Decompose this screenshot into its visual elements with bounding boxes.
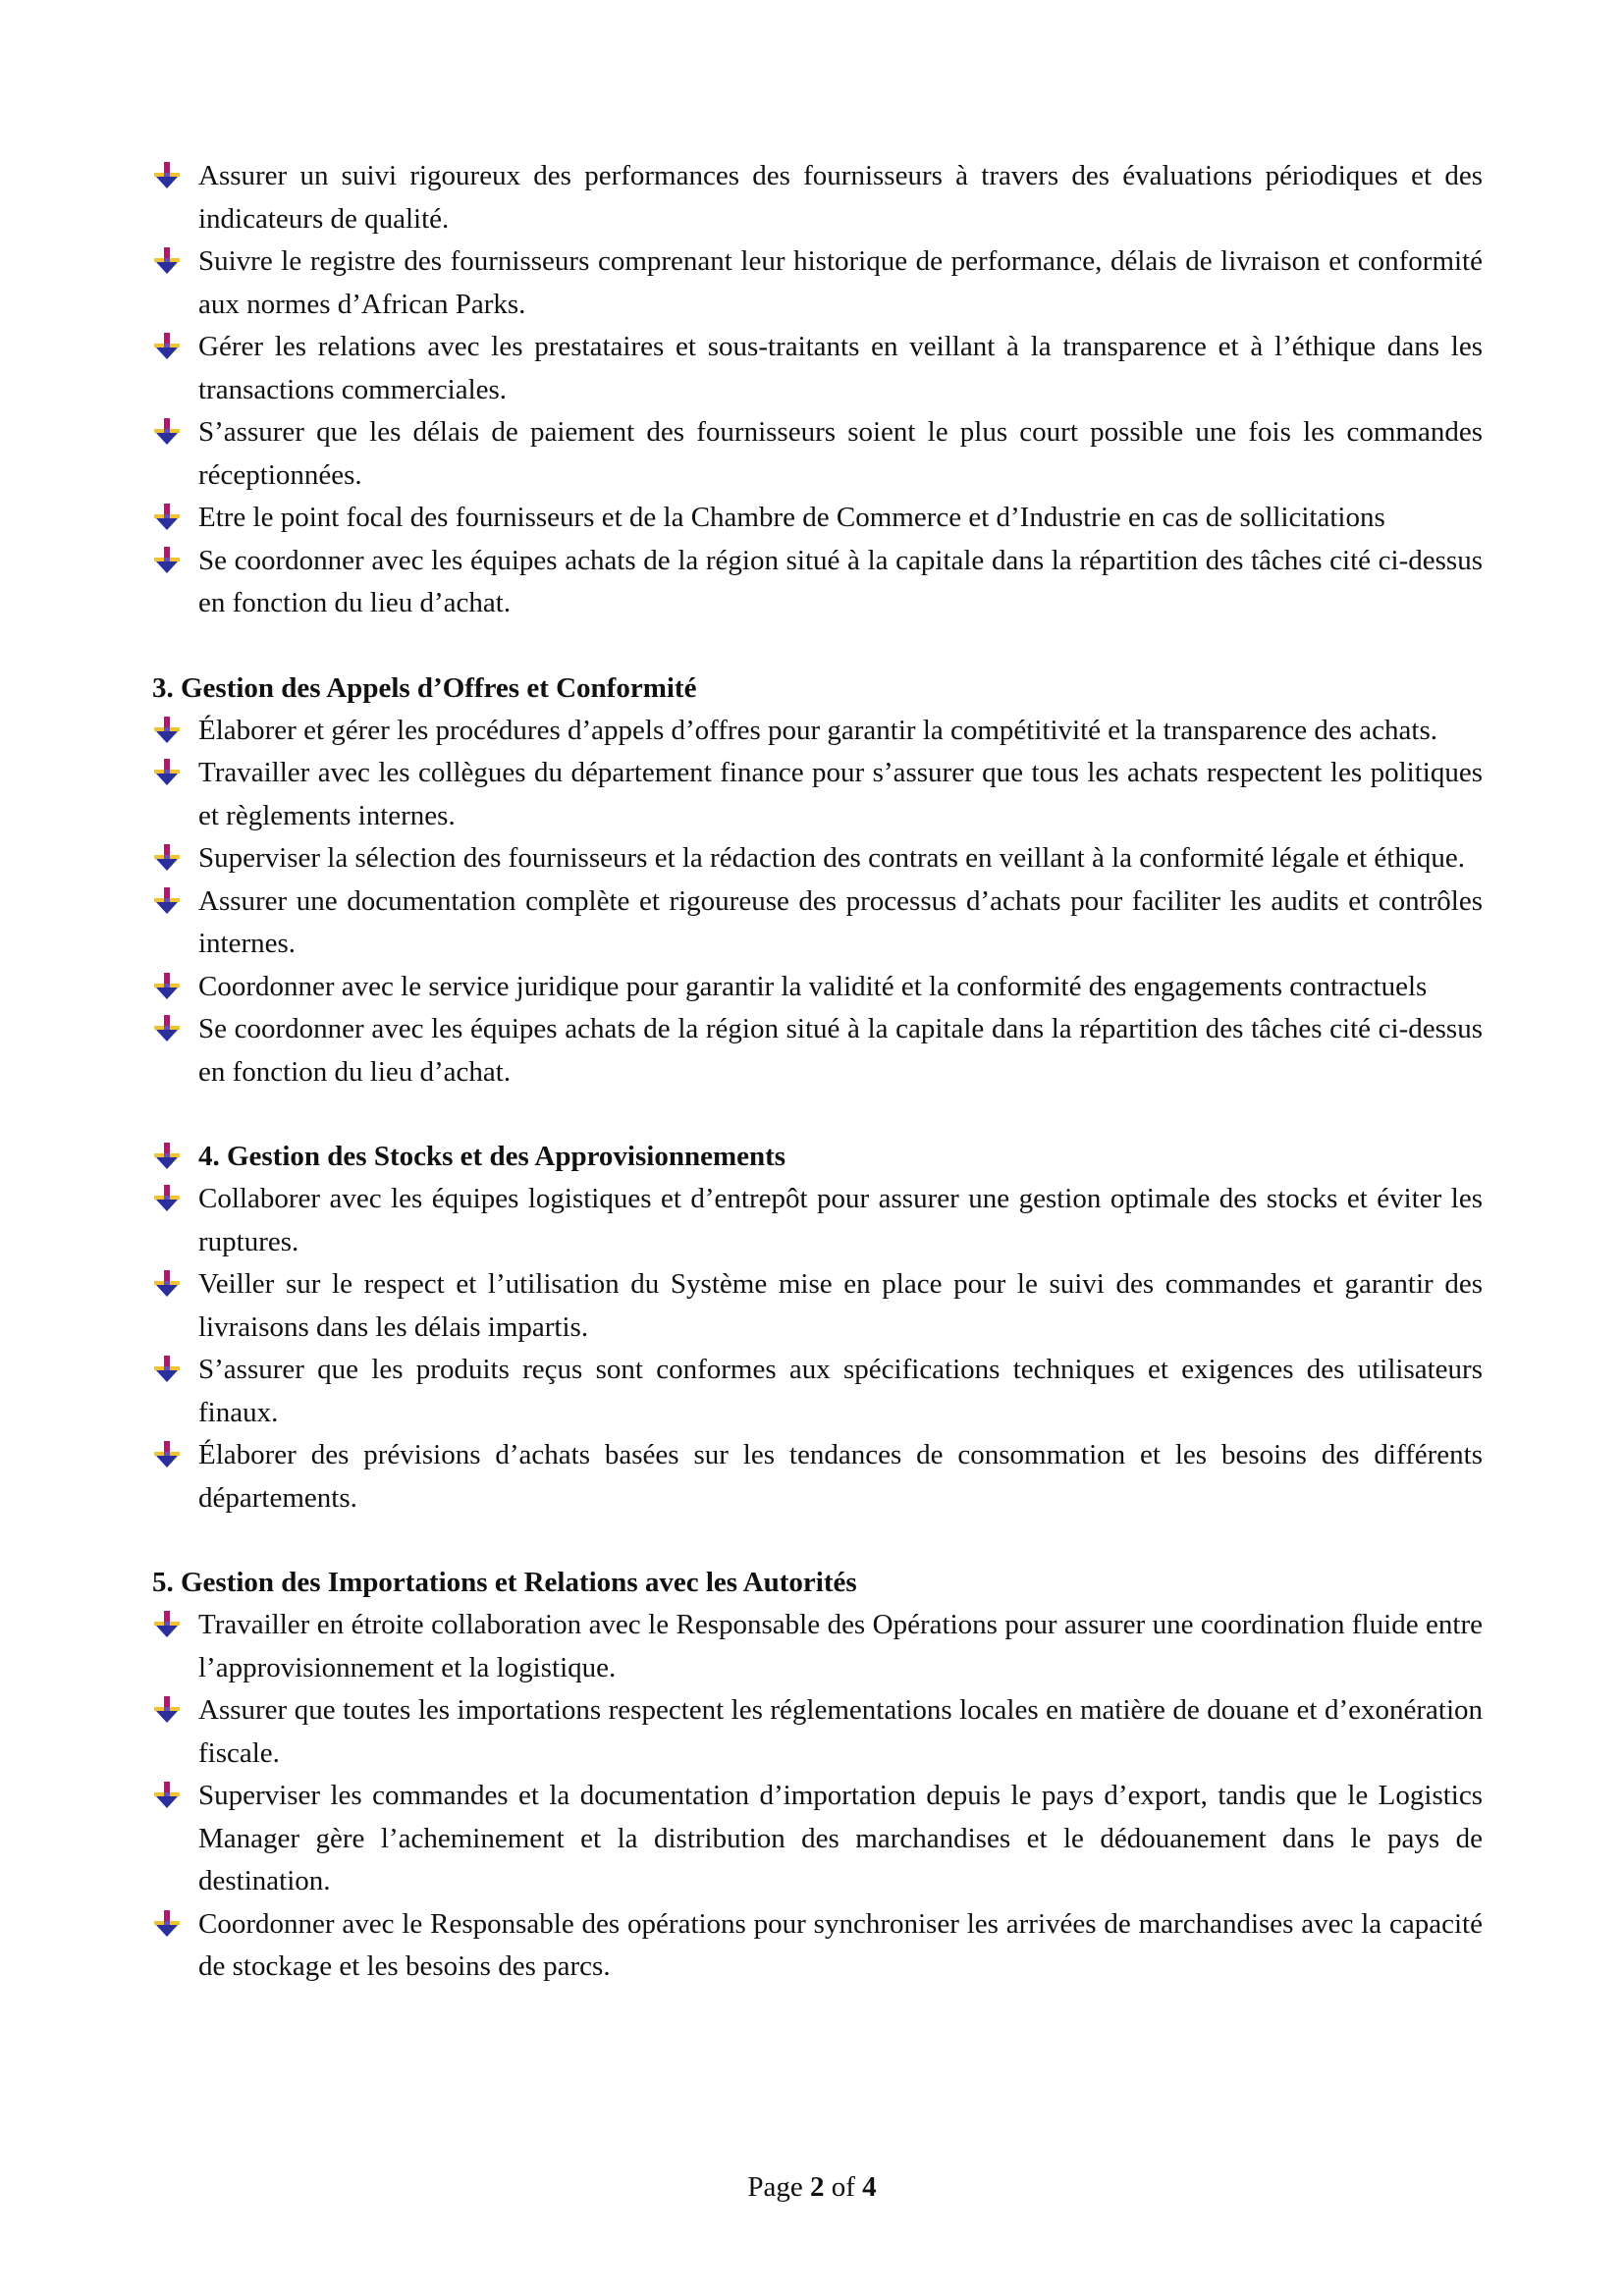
down-arrow-bullet-icon	[152, 844, 182, 872]
section-heading	[152, 1562, 1483, 1604]
section-2	[152, 1136, 1483, 1520]
list-item	[152, 1689, 1483, 1775]
list-item-text: Gérer les relations avec les prestataires et sous-traitants en veillant à la transparence et à l’éthique dans les transactions commerciales.	[198, 331, 1483, 405]
list-item-text: Superviser les commandes et la documentation d’importation depuis le pays d’export, tandis que le Logistics Manager gère l’acheminement et la distribution des marchandises et le dédouanement dans le pays de destination.	[198, 1780, 1483, 1896]
list-item	[152, 155, 1483, 240]
list-item-text: S’assurer que les produits reçus sont conformes aux spécifications techniques et exigences des utilisateurs finaux.	[198, 1354, 1483, 1428]
down-arrow-bullet-icon	[152, 1270, 182, 1298]
list-item	[152, 837, 1483, 881]
list-item	[152, 1008, 1483, 1094]
down-arrow-bullet-icon	[152, 887, 182, 915]
list-item	[152, 1604, 1483, 1689]
list-item	[152, 966, 1483, 1009]
list-item	[152, 752, 1483, 837]
down-arrow-bullet-icon	[152, 1356, 182, 1383]
down-arrow-bullet-icon	[152, 547, 182, 574]
section-heading-text: 4. Gestion des Stocks et des Approvisionnements	[198, 1141, 786, 1172]
list-item-text: Se coordonner avec les équipes achats de la région situé à la capitale dans la répartition des tâches cité ci-dessus en fonction du lieu d’achat.	[198, 1013, 1483, 1088]
list-item-text: Élaborer des prévisions d’achats basées sur les tendances de consommation et les besoins des différents départements.	[198, 1439, 1483, 1514]
list-item	[152, 1434, 1483, 1520]
section-0	[152, 155, 1483, 625]
list-item-text: Superviser la sélection des fournisseurs et la rédaction des contrats en veillant à la conformité légale et éthique.	[198, 842, 1466, 874]
down-arrow-bullet-icon	[152, 1143, 182, 1170]
list-item	[152, 1178, 1483, 1263]
down-arrow-bullet-icon	[152, 1185, 182, 1212]
list-item	[152, 540, 1483, 625]
list-item-text: Assurer une documentation complète et rigoureuse des processus d’achats pour faciliter les audits et contrôles internes.	[198, 884, 1483, 959]
down-arrow-bullet-icon	[152, 247, 182, 275]
list-item	[152, 710, 1483, 753]
document-page	[152, 155, 1483, 1989]
footer-of-word: of	[831, 2171, 855, 2203]
list-item	[152, 881, 1483, 966]
list-item-text: Travailler avec les collègues du département finance pour s’assurer que tous les achats respectent les politiques et règlements internes.	[198, 757, 1483, 831]
down-arrow-bullet-icon	[152, 1782, 182, 1809]
footer-page-current: 2	[809, 2171, 825, 2203]
section-heading	[152, 1136, 1483, 1178]
footer-page-total: 4	[862, 2171, 877, 2203]
list-item	[152, 240, 1483, 326]
list-item-text: Coordonner avec le Responsable des opérations pour synchroniser les arrivées de marchandises avec la capacité de stockage et les besoins des parcs.	[198, 1907, 1483, 1982]
down-arrow-bullet-icon	[152, 162, 182, 189]
list-item	[152, 411, 1483, 497]
list-item-text: Coordonner avec le service juridique pour garantir la validité et la conformité des engagements contractuels	[198, 970, 1428, 1002]
list-item-text: Suivre le registre des fournisseurs comprenant leur historique de performance, délais de livraison et conformité aux normes d’African Parks.	[198, 245, 1483, 320]
bullet-list	[152, 710, 1483, 1095]
down-arrow-bullet-icon	[152, 973, 182, 1000]
bullet-list	[152, 155, 1483, 625]
list-item-text: Assurer un suivi rigoureux des performances des fournisseurs à travers des évaluations périodiques et des indicateurs de qualité.	[198, 160, 1483, 235]
list-item-text: Etre le point focal des fournisseurs et de la Chambre de Commerce et d’Industrie en cas de sollicitations	[198, 502, 1385, 533]
list-item-text: Veiller sur le respect et l’utilisation du Système mise en place pour le suivi des commandes et garantir des livraisons dans les délais impartis.	[198, 1268, 1483, 1343]
down-arrow-bullet-icon	[152, 1015, 182, 1042]
list-item	[152, 1263, 1483, 1349]
down-arrow-bullet-icon	[152, 759, 182, 786]
list-item-text: Élaborer et gérer les procédures d’appels d’offres pour garantir la compétitivité et la transparence des achats.	[198, 714, 1438, 746]
list-item	[152, 1775, 1483, 1903]
bullet-list	[152, 1604, 1483, 1989]
list-item-text: Travailler en étroite collaboration avec le Responsable des Opérations pour assurer une coordination fluide entre l’approvisionnement et la logistique.	[198, 1609, 1483, 1683]
down-arrow-bullet-icon	[152, 1611, 182, 1638]
list-item	[152, 1903, 1483, 1989]
down-arrow-bullet-icon	[152, 717, 182, 744]
list-item-text: Assurer que toutes les importations respectent les réglementations locales en matière de douane et d’exonération fiscale.	[198, 1694, 1483, 1769]
list-item	[152, 1349, 1483, 1434]
down-arrow-bullet-icon	[152, 504, 182, 531]
section-3	[152, 1562, 1483, 1989]
page-footer	[0, 2167, 1624, 2207]
list-item	[152, 326, 1483, 411]
footer-page-word: Page	[747, 2171, 803, 2203]
section-heading-text: 3. Gestion des Appels d’Offres et Conformité	[152, 671, 697, 704]
down-arrow-bullet-icon	[152, 333, 182, 360]
section-1	[152, 667, 1483, 1095]
list-item-text: Se coordonner avec les équipes achats de la région situé à la capitale dans la répartition des tâches cité ci-dessus en fonction du lieu d’achat.	[198, 544, 1483, 618]
down-arrow-bullet-icon	[152, 418, 182, 446]
down-arrow-bullet-icon	[152, 1910, 182, 1938]
list-item-text: S’assurer que les délais de paiement des fournisseurs soient le plus court possible une fois les commandes réceptionnées.	[198, 416, 1483, 491]
list-item	[152, 497, 1483, 540]
down-arrow-bullet-icon	[152, 1696, 182, 1724]
section-heading	[152, 667, 1483, 710]
section-heading-text: 5. Gestion des Importations et Relations avec les Autorités	[152, 1567, 857, 1598]
down-arrow-bullet-icon	[152, 1441, 182, 1468]
bullet-list	[152, 1178, 1483, 1520]
list-item-text: Collaborer avec les équipes logistiques et d’entrepôt pour assurer une gestion optimale des stocks et éviter les ruptures.	[198, 1183, 1483, 1257]
